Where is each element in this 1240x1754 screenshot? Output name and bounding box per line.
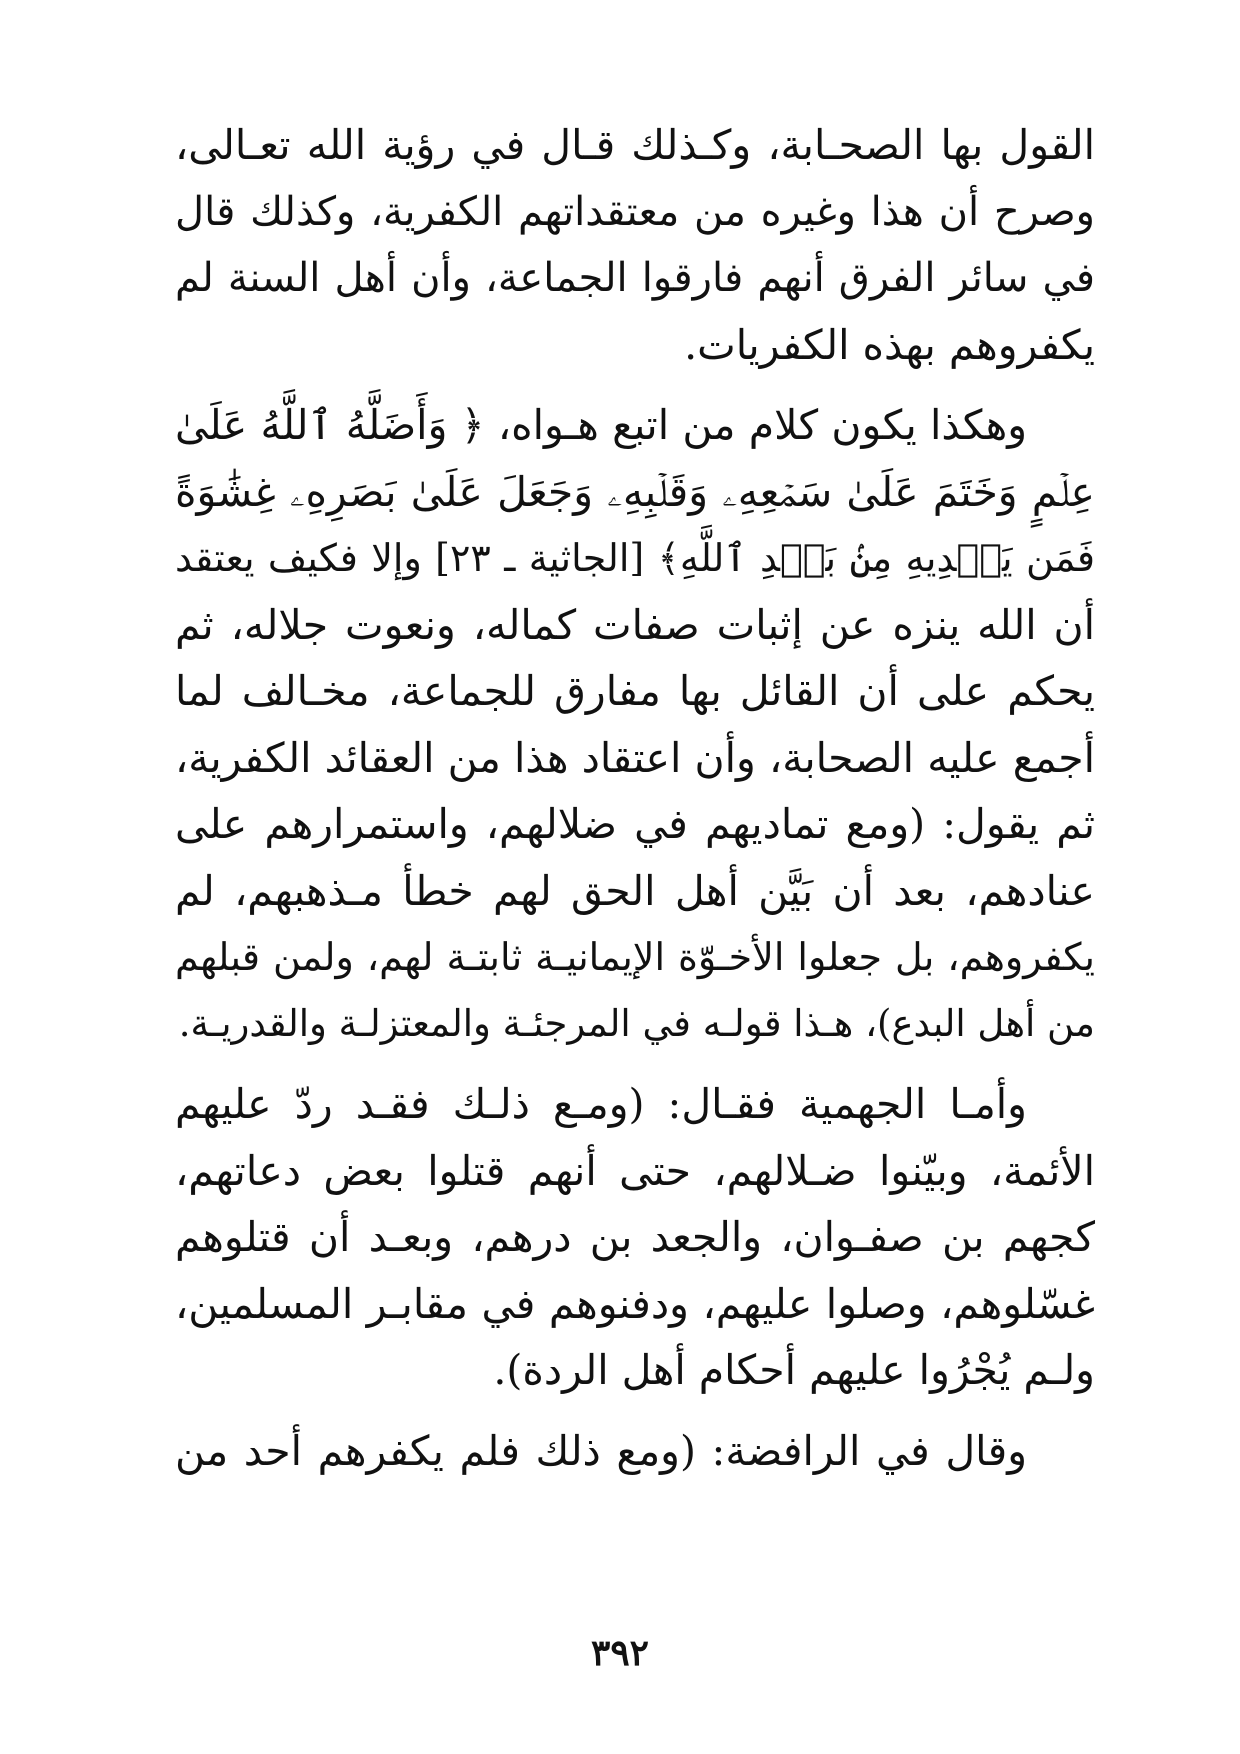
text-line: من أهل البدع)، هـذا قولـه في المرجئـة والمعتزلـة والقدريـة. <box>178 1001 1095 1045</box>
text-line: وأمـا الجهمية فقـال: (ومـع ذلـك فقـد ردّ عليهم <box>175 1080 1027 1128</box>
text-line: يكفروهم، بل جعلوا الأخـوّة الإيمانيـة ثابتـة لهم، ولمن قبلهم <box>175 935 1095 979</box>
text-line: الأئمة، وبيّنوا ضـلالهم، حتى أنهم قتلوا بعض دعاتهم، <box>175 1146 1095 1195</box>
paragraph-2 <box>175 392 1095 1057</box>
text-line: وقال في الرافضة: (ومع ذلك فلم يكفرهم أحد من <box>175 1426 1027 1475</box>
text-line: عنادهم، بعد أن بَيَّن أهل الحق لهم خطأ مـذهبهم، لم <box>175 866 1095 915</box>
text-line: غسّلوهم، وصلوا عليهم، ودفنوهم في مقابـر المسلمين، <box>175 1279 1095 1328</box>
text-line: في سائر الفرق أنهم فارقوا الجماعة، وأن أهل السنة لم <box>175 255 1095 301</box>
quran-verse-line: عِلۡمٍ وَخَتَمَ عَلَىٰ سَمۡعِهِۦ وَقَلۡبِهِۦ وَجَعَلَ عَلَىٰ بَصَرِهِۦ غِشَٰوَةً <box>175 467 1095 516</box>
text-line: ولـم يُجْرُوا عليهم أحكام أهل الردة). <box>493 1346 1095 1394</box>
text-line: يكفروهم بهذه الكفريات. <box>684 320 1095 369</box>
text-line: فَمَن يَهۡدِيهِ مِنۢ بَعۡدِ ٱللَّهِ﴾ [الجاثية ـ ٢٣] وإلا فكيف يعتقد <box>175 536 1096 580</box>
text-line: أجمع عليه الصحابة، وأن اعتقاد هذا من العقائد الكفرية، <box>175 733 1095 782</box>
text-line: ثم يقول: (ومع تماديهم في ضلالهم، واستمرارهم على <box>175 800 1095 848</box>
text-line: القول بها الصحـابة، وكـذلك قـال في رؤية الله تعـالى، <box>175 121 1095 169</box>
text-line: أن الله ينزه عن إثبات صفات كماله، ونعوت جلاله، ثم <box>175 600 1095 649</box>
text-line: يحكم على أن القائل بها مفارق للجماعة، مخـالف لما <box>175 667 1095 715</box>
page-number: ٣٩٢ <box>590 1632 649 1674</box>
text-line: وهكذا يكون كلام من اتبع هـواه، ﴿ وَأَضَلَّهُ ٱللَّهُ عَلَىٰ <box>175 401 1027 449</box>
body-text <box>175 112 1095 1498</box>
text-line: كجهم بن صفـوان، والجعد بن درهم، وبعـد أن قتلوهم <box>175 1213 1095 1261</box>
text-line: وصرح أن هذا وغيره من معتقداتهم الكفرية، وكذلك قال <box>175 188 1095 235</box>
paragraph-4 <box>175 1418 1095 1485</box>
paragraph-3 <box>175 1071 1095 1404</box>
paragraph-1 <box>175 112 1095 378</box>
